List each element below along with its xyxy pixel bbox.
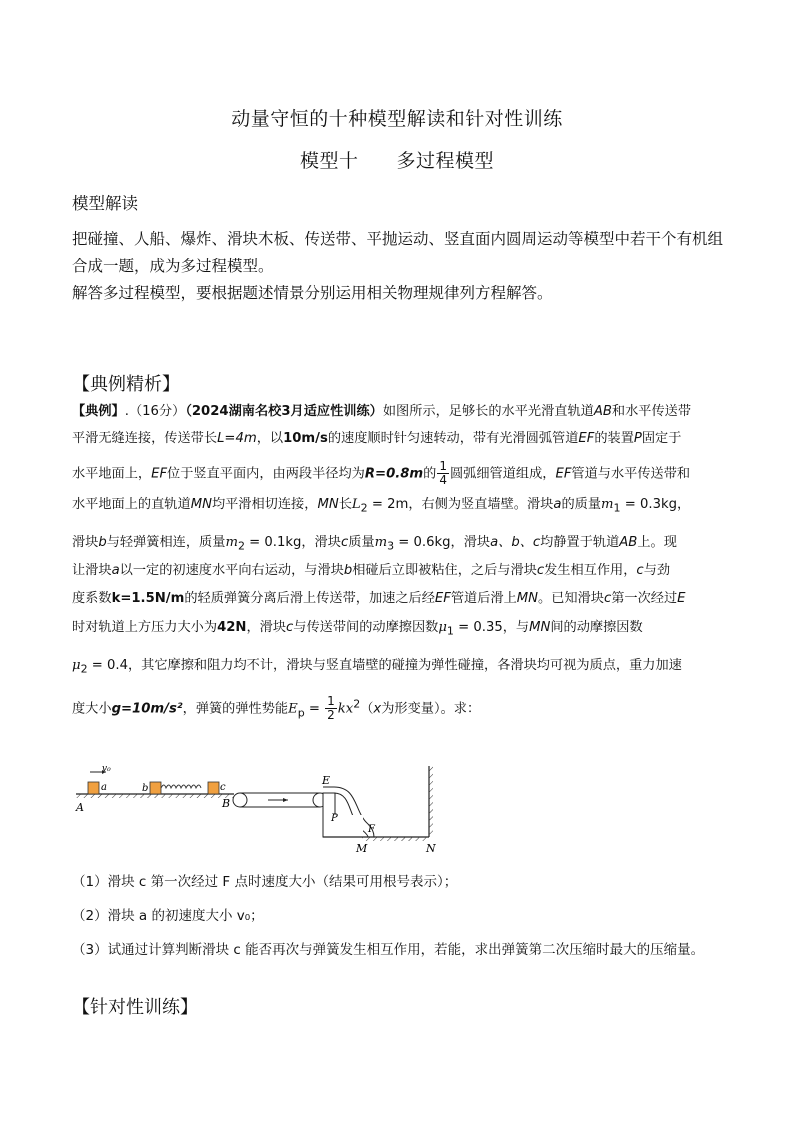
symbol: AB — [593, 404, 612, 419]
problem-line-10 — [72, 695, 480, 722]
symbol: EF — [578, 431, 595, 446]
symbol: E — [677, 591, 686, 606]
symbol: a — [553, 497, 562, 512]
symbol: AB — [619, 535, 638, 550]
block-a — [88, 782, 99, 794]
device-p-body-fill — [323, 815, 363, 837]
belt-arrowhead — [283, 798, 288, 802]
text-run: 管道后滑上 — [450, 591, 517, 606]
label-b: b — [142, 783, 149, 794]
value: = 2m — [367, 497, 409, 512]
value: = 0.4 — [87, 658, 128, 673]
symbol: kx — [337, 701, 354, 717]
text-run: 的质量 — [561, 497, 602, 512]
symbol: EF — [151, 466, 168, 482]
symbol: L — [351, 497, 361, 512]
subscript: 2 — [80, 662, 88, 676]
label-c: c — [220, 782, 226, 793]
text-run: 固定于 — [641, 431, 682, 446]
problem-line-3 — [72, 460, 690, 487]
label-B: B — [222, 797, 231, 810]
label-a: a — [101, 782, 107, 793]
symbol: L=4m — [217, 431, 257, 446]
symbol: c — [636, 563, 644, 578]
text-run: 平滑无缝连接，传送带长 — [72, 431, 218, 446]
example-heading: 【典例精析】 — [72, 374, 180, 395]
text-run: 圆弧细管道组成， — [450, 466, 556, 482]
text-run: 滑块 — [72, 535, 99, 550]
text-run: 和水平传送带 — [611, 404, 692, 419]
symbol: μ — [438, 620, 447, 635]
symbol: b — [98, 535, 107, 550]
model-number: 模型十 — [299, 150, 359, 172]
track-mn-hatching — [362, 837, 429, 841]
text-run: ，滑块 — [301, 535, 341, 550]
text-run: ，右侧为竖直墙壁。滑块 — [408, 497, 554, 512]
subscript: 1 — [446, 624, 454, 638]
problem-line-8 — [72, 621, 643, 637]
symbol: MN — [190, 497, 212, 512]
interpretation-paragraph-2: 解答多过程模型，要根据题述情景分别运用相关物理规律列方程解答。 — [72, 284, 553, 303]
symbol: g=10m/s² — [111, 701, 183, 717]
text-run: 度系数 — [72, 591, 112, 606]
training-heading: 【针对性训练】 — [72, 997, 198, 1018]
label-N: N — [426, 842, 436, 855]
model-subtitle — [0, 146, 794, 173]
superscript: 2 — [353, 697, 361, 711]
text-run: 的装置 — [594, 431, 634, 446]
text-run: 为形变量）。求： — [381, 701, 481, 717]
text-run: ，与 — [502, 620, 530, 635]
text-run: ，弹簧的弹性势能 — [182, 701, 289, 717]
denominator: 4 — [439, 473, 447, 488]
value: = 0.3kg， — [620, 497, 691, 512]
text-run: 如图所示，足够长的水平光滑直轨道 — [382, 404, 594, 419]
text-run: ，滑块 — [450, 535, 491, 550]
text-run: 位于竖直平面内，由两段半径均为 — [167, 466, 365, 482]
example-source: （2024湖南名校3月适应性训练） — [185, 404, 383, 419]
symbol: 42N — [217, 620, 247, 635]
example-tag: 【典例】 — [72, 404, 125, 419]
wall-hatching — [429, 766, 433, 837]
text-run: 与传送带间的动摩擦因数 — [293, 620, 439, 635]
symbol: b — [343, 563, 353, 578]
text-run: 与轻弹簧相连，质量 — [106, 535, 226, 550]
text-run: 发生相互作用， — [544, 563, 637, 578]
symbol: c — [340, 535, 349, 550]
symbol: MN — [529, 620, 551, 635]
value: = 0.1kg — [244, 535, 302, 550]
fraction-half — [325, 695, 337, 722]
text-run: ，滑块 — [246, 620, 287, 635]
text-run: 第一次经过 — [611, 591, 678, 606]
text-run: 水平地面上的直轨道 — [72, 497, 191, 512]
symbol: MN — [516, 591, 539, 606]
text-run: 。已知滑块 — [538, 591, 604, 606]
interpretation-paragraph-1: 把碰撞、人船、爆炸、滑块木板、传送带、平抛运动、竖直面内圆周运动等模型中若干个有机组合成一题，成为多过程模型。 — [72, 230, 724, 276]
subscript: 2 — [237, 539, 245, 553]
label-A: A — [76, 801, 84, 814]
text-run: ，其它摩擦和阻力均不计，滑块与竖直墙壁的碰撞为弹性碰撞，各滑块均可视为质点，重力加速 — [127, 658, 682, 673]
problem-line-5 — [72, 536, 677, 552]
text-run: 与劲 — [643, 563, 671, 578]
problem-line-9 — [72, 659, 682, 675]
value: = 0.6kg — [394, 535, 451, 550]
symbol: MN — [317, 497, 339, 512]
symbol: m — [601, 497, 614, 512]
symbol: m — [374, 535, 388, 550]
label-M: M — [356, 842, 368, 855]
symbol: c — [603, 591, 612, 606]
block-b — [150, 782, 161, 794]
model-name: 多过程模型 — [396, 150, 495, 172]
pulley-left — [233, 793, 247, 807]
symbol: P — [633, 431, 642, 446]
numerator: 1 — [439, 459, 447, 473]
text-run: ，以 — [256, 431, 284, 446]
text-run: 让滑块 — [72, 563, 112, 578]
text-run: 管道与水平传送带和 — [571, 466, 691, 482]
experiment-diagram — [72, 760, 444, 855]
text-run: 时对轨道上方压力大小为 — [72, 620, 218, 635]
text-run: 的轻质弹簧分离后滑上传送带，加速之后经 — [184, 591, 435, 606]
spring — [161, 785, 201, 788]
track-ab-hatching — [76, 794, 234, 798]
symbol: a — [111, 563, 120, 578]
label-v0: v₀ — [102, 764, 111, 774]
numerator: 1 — [327, 694, 335, 708]
text-run: （ — [360, 701, 374, 717]
question-1: （1）滑块 c 第一次经过 F 点时速度大小（结果可用根号表示）； — [72, 874, 458, 890]
symbol: 10m/s — [283, 431, 328, 446]
text-run: 的速度顺时针匀速转动，带有光滑圆弧管道 — [327, 431, 579, 446]
example-problem — [72, 405, 738, 750]
problem-line-2 — [72, 432, 681, 445]
value: = 0.35 — [453, 620, 503, 635]
text-run: 的 — [423, 466, 437, 482]
symbol: EF — [434, 591, 451, 606]
symbol: c — [286, 620, 294, 635]
symbol: E — [288, 701, 298, 717]
symbol: EF — [555, 466, 572, 482]
text-run: 上。现 — [637, 535, 677, 550]
text-run: 长 — [338, 497, 352, 512]
example-score: （16分） — [128, 404, 186, 419]
question-3: （3）试通过计算判断滑块 c 能否再次与弹簧发生相互作用，若能，求出弹簧第二次压缩时最大的压缩量。 — [72, 942, 705, 958]
label-F: F — [368, 824, 375, 835]
interpretation-body — [72, 226, 732, 307]
symbol: x — [373, 701, 382, 717]
subscript: 1 — [613, 501, 621, 515]
text-run: 质量 — [348, 535, 375, 550]
text-run: 以一定的初速度水平向右运动，与滑块 — [119, 563, 344, 578]
section-heading-interpretation: 模型解读 — [72, 194, 138, 213]
problem-line-7 — [72, 592, 686, 605]
symbol: R=0.8m — [364, 466, 424, 482]
denominator: 2 — [327, 708, 335, 723]
equals: = — [304, 701, 325, 717]
label-E: E — [322, 774, 331, 787]
document-title: 动量守恒的十种模型解读和针对性训练 — [231, 108, 563, 130]
text-run: 均静置于轨道 — [540, 535, 620, 550]
symbol: c — [536, 563, 545, 578]
question-2: （2）滑块 a 的初速度大小 v₀； — [72, 908, 264, 924]
symbol: a、b、c — [490, 535, 541, 550]
subscript: 2 — [360, 501, 368, 515]
text-run: 度大小 — [72, 701, 112, 717]
text-run: 间的动摩擦因数 — [550, 620, 643, 635]
problem-line-4 — [72, 498, 690, 514]
text-run: 水平地面上， — [72, 466, 152, 482]
fraction-quarter — [437, 460, 449, 487]
subscript: 3 — [387, 539, 395, 553]
subscript: p — [297, 706, 305, 720]
problem-line-1: 【典例】.（16分）（2024湖南名校3月适应性训练）如图所示，足够长的水平光滑直轨道AB和水平传送带 — [72, 404, 692, 419]
problem-line-6 — [72, 564, 670, 577]
text-run: 均平滑相切连接， — [211, 497, 318, 512]
symbol: μ — [72, 658, 81, 673]
symbol: m — [225, 535, 238, 550]
symbol: k=1.5N/m — [111, 591, 185, 606]
text-run: 相碰后立即被粘住，之后与滑块 — [352, 563, 537, 578]
label-P: P — [331, 813, 338, 824]
block-c — [208, 782, 219, 794]
